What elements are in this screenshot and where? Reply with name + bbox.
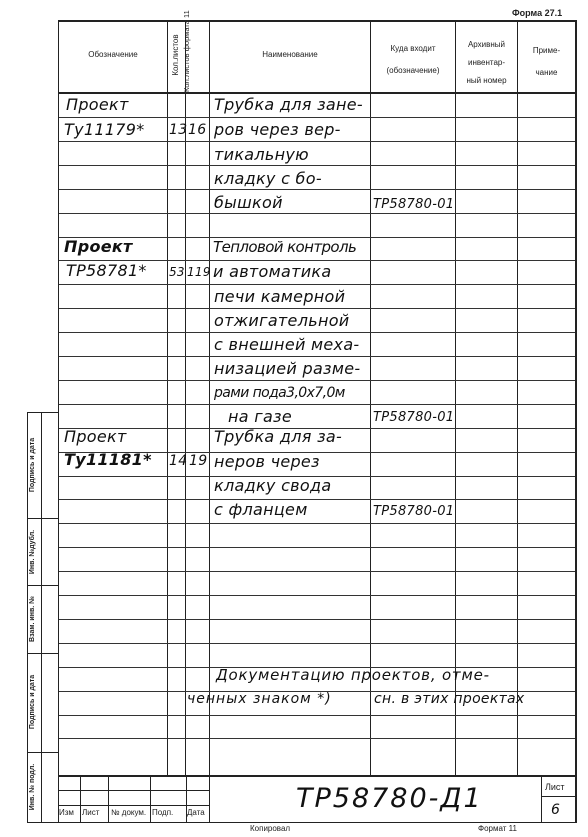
table-row-line xyxy=(59,715,575,716)
entry3-name-line3: кладку свода xyxy=(214,476,332,495)
note-line2-left: ченных знаком *) xyxy=(187,691,332,707)
entry1-designation-line1: Проект xyxy=(66,95,129,114)
entry1-where: ТР58780-01 xyxy=(373,197,455,212)
frame-bottom-line xyxy=(58,822,576,823)
table-row-line xyxy=(59,499,575,500)
entry3-name-line1: Трубка для за- xyxy=(214,427,343,446)
table-row-line xyxy=(59,547,575,548)
side-label-inv-dubl: Инв. №дубл. xyxy=(29,529,36,575)
col-line-1 xyxy=(167,20,168,775)
note-line2-right: сн. в этих проектах xyxy=(374,691,525,707)
entry2-name-line2: и автоматика xyxy=(213,262,332,281)
header-where-line2: (обозначение) xyxy=(386,66,440,75)
title-top-line xyxy=(58,775,576,777)
entry3-name-line4: с фланцем xyxy=(214,500,308,519)
table-row-line xyxy=(59,356,575,357)
title-sheet-label: Лист xyxy=(545,782,565,792)
entry3-name-line2: неров через xyxy=(214,452,320,471)
entry2-name-line5: с внешней меха- xyxy=(214,335,360,354)
title-sheet-box-left xyxy=(541,775,542,822)
title-dokum: № докум. xyxy=(111,808,147,817)
header-bottom-line xyxy=(58,92,576,94)
table-row-line xyxy=(59,165,575,166)
table-row-line xyxy=(59,213,575,214)
form-label: Форма 27.1 xyxy=(512,8,563,18)
header-where-line1: Куда входит xyxy=(390,44,436,53)
title-col-izm xyxy=(80,775,81,822)
header-note xyxy=(518,40,575,84)
header-archive-line1: Архивный xyxy=(467,40,506,49)
table-row-line xyxy=(59,189,575,190)
frame-top-line xyxy=(58,20,576,22)
entry1-sheets: 13 xyxy=(169,122,188,138)
entry1-name-line5: бышкой xyxy=(214,193,283,212)
header-archive-line2: инвентар- xyxy=(467,58,506,67)
entry1-name-line4: кладку с бо- xyxy=(214,169,322,188)
side-label-vzam-inv: Взам. инв. № xyxy=(29,596,36,642)
table-row-line xyxy=(59,643,575,644)
header-note-line1: Приме- xyxy=(532,46,561,55)
table-row-line xyxy=(59,595,575,596)
side-strip-top-line xyxy=(27,412,59,413)
table-row-line xyxy=(59,523,575,524)
entry1-name-line1: Трубка для зане- xyxy=(214,95,364,114)
table-row-line xyxy=(59,141,575,142)
entry2-sheets: 53 xyxy=(169,265,185,279)
entry2-name-line1: Тепловой контроль xyxy=(213,238,357,256)
header-where xyxy=(371,38,455,82)
entry2-where: ТР58780-01 xyxy=(373,410,455,425)
col-line-6 xyxy=(517,20,518,775)
entry1-format11: 16 xyxy=(188,122,207,138)
title-sheet-box-mid xyxy=(541,796,576,797)
frame-right-line xyxy=(575,20,577,823)
title-izm: Изм xyxy=(59,808,74,817)
title-podp: Подп. xyxy=(152,808,174,817)
title-list: Лист xyxy=(82,808,100,817)
entry2-name-line4: отжигательной xyxy=(214,311,350,330)
table-row-line xyxy=(59,619,575,620)
title-data: Дата xyxy=(187,808,205,817)
title-col-list xyxy=(108,775,109,822)
col-line-4 xyxy=(370,20,371,775)
entry2-designation-line2: ТР58781* xyxy=(66,261,147,280)
entry2-name-line7: рами пода3,0х7,0м xyxy=(214,385,345,401)
header-archive-line3: ный номер xyxy=(466,76,507,85)
entry3-designation-line1: Проект xyxy=(64,427,127,446)
table-row-line xyxy=(59,404,575,405)
entry1-name-line2: ров через вер- xyxy=(214,120,341,139)
header-note-line2: чание xyxy=(535,68,558,77)
table-row-line xyxy=(59,284,575,285)
table-row-line xyxy=(59,738,575,739)
header-format11-count: Кол.листов формата 11 xyxy=(182,10,191,92)
entry1-name-line3: тикальную xyxy=(214,145,309,164)
side-label-podpis-bottom: Подпись и дата xyxy=(29,674,36,730)
table-row-line xyxy=(59,571,575,572)
header-archive xyxy=(456,36,517,90)
entry3-format11: 19 xyxy=(189,453,208,469)
title-sheet-number: 6 xyxy=(551,802,561,818)
header-sheets-count: Кол.листов xyxy=(171,34,180,76)
side-strip-left-line xyxy=(27,412,28,823)
entry2-name-line8: на газе xyxy=(228,407,293,426)
entry2-designation-line1: Проект xyxy=(64,237,133,256)
table-row-line xyxy=(59,308,575,309)
entry2-name-line3: печи камерной xyxy=(214,287,346,306)
entry2-format11: 119 xyxy=(187,265,211,279)
table-row-line xyxy=(59,117,575,118)
entry3-sheets: 14 xyxy=(169,453,188,469)
title-code: ТР58780-Д1 xyxy=(296,783,483,814)
entry2-name-line6: низацией разме- xyxy=(214,359,361,378)
side-label-podpis-top: Подпись и дата xyxy=(29,437,36,493)
entry1-designation-line2: Ту11179* xyxy=(64,120,145,139)
side-strip-mid-line xyxy=(41,412,42,823)
title-col-dokum xyxy=(150,775,151,822)
side-label-inv-podl: Инв. № подл. xyxy=(29,763,36,811)
footer-format: Формат 11 xyxy=(478,824,517,833)
header-designation: Обозначение xyxy=(88,50,138,59)
entry3-where: ТР58780-01 xyxy=(373,504,455,519)
table-row-line xyxy=(59,380,575,381)
col-line-5 xyxy=(455,20,456,775)
entry3-designation-line2: Ту11181* xyxy=(64,450,152,469)
table-row-line xyxy=(59,332,575,333)
footer-kopiroval: Копировал xyxy=(250,824,291,833)
header-name: Наименование xyxy=(262,50,318,59)
note-line1: Документацию проектов, отме- xyxy=(216,666,490,684)
